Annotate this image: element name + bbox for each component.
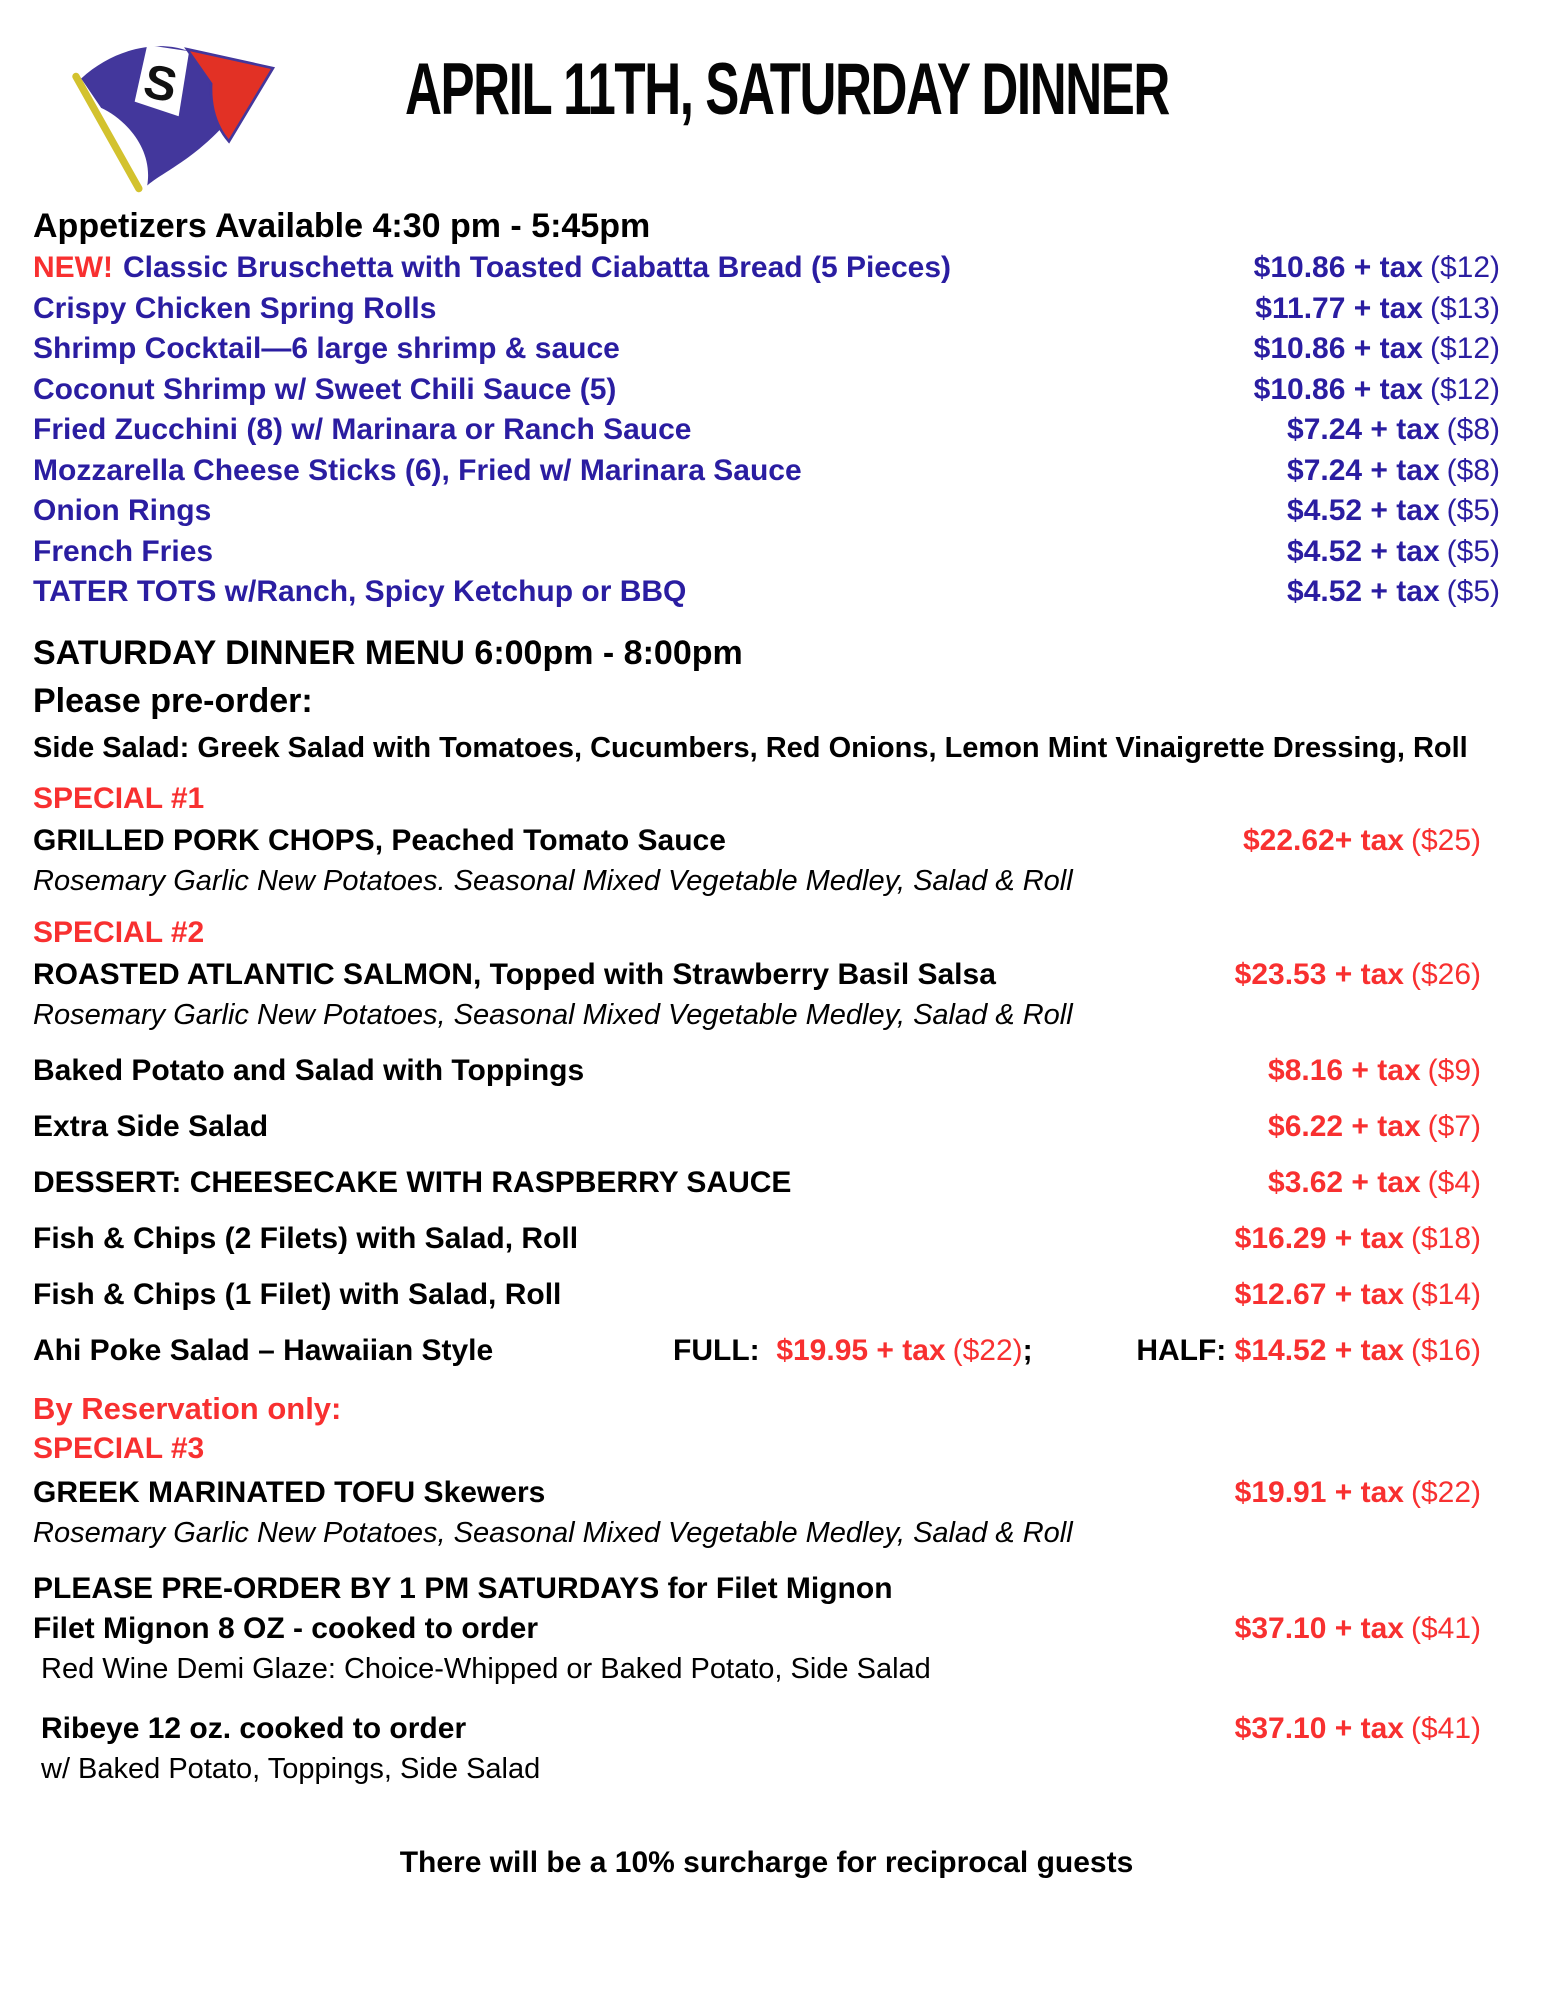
menu-item-row — [33, 1609, 1500, 1649]
specials-list — [33, 779, 1500, 1035]
item-price — [1254, 329, 1500, 370]
reservation-heading: By Reservation only: — [33, 1390, 342, 1426]
full-portion-price — [673, 1331, 1033, 1371]
item-name: Baked Potato and Salad with Toppings — [33, 1053, 585, 1087]
menu-item-row — [33, 451, 1500, 492]
flag-letter: S — [139, 53, 182, 114]
special-block — [33, 779, 1500, 901]
price-rounded: ($26) — [1410, 957, 1481, 991]
menu-item-row — [33, 1275, 1500, 1315]
menu-item-row — [33, 1163, 1500, 1203]
menu-item-row — [33, 491, 1500, 532]
special-label: SPECIAL #1 — [33, 781, 205, 815]
menu-item-row — [33, 410, 1500, 451]
menu-item-row — [33, 1219, 1500, 1259]
half-portion-price — [1136, 1331, 1500, 1371]
page-title: APRIL 11TH, SATURDAY DINNER — [405, 49, 1169, 130]
item-name: Fish & Chips (1 Filet) with Salad, Roll — [33, 1277, 562, 1311]
price-amount: $12.67 + tax — [1234, 1277, 1404, 1311]
item-description: Rosemary Garlic New Potatoes. Seasonal Mixed Vegetable Medley, Salad & Roll — [33, 864, 1073, 897]
menu-item-row — [33, 289, 1500, 330]
menu-item-row — [33, 532, 1500, 573]
price-rounded: ($22) — [1410, 1475, 1481, 1509]
item-description: w/ Baked Potato, Toppings, Side Salad — [41, 1752, 541, 1785]
item-name-text: Fried Zucchini (8) w/ Marinara or Ranch Sauce — [33, 413, 692, 446]
item-price — [1287, 572, 1500, 613]
item-name — [33, 370, 616, 411]
item-price — [1268, 1163, 1500, 1203]
full-label: FULL: — [673, 1333, 760, 1367]
price-rounded: ($41) — [1410, 1711, 1481, 1745]
price-amount: $3.62 + tax — [1268, 1165, 1421, 1199]
special-label: SPECIAL #2 — [33, 915, 205, 949]
price-rounded: ($12) — [1429, 332, 1500, 365]
surcharge-footer: There will be a 10% surcharge for reciprocal guests — [399, 1845, 1134, 1879]
price-amount: $16.29 + tax — [1234, 1221, 1404, 1255]
price-amount: $37.10 + tax — [1234, 1711, 1404, 1745]
menu-item-row — [33, 1709, 1500, 1749]
item-name: Filet Mignon 8 OZ - cooked to order — [33, 1611, 539, 1645]
item-name: Ribeye 12 oz. cooked to order — [41, 1711, 467, 1745]
item-name: GRILLED PORK CHOPS, Peached Tomato Sauce — [33, 823, 726, 857]
item-name — [33, 572, 686, 613]
mains-list — [33, 1051, 1500, 1315]
item-price — [1254, 370, 1500, 411]
price-separator: ; — [1022, 1333, 1033, 1367]
price-amount: $7.24 + tax — [1287, 453, 1440, 487]
item-name-text: Classic Bruschetta with Toasted Ciabatta Bread (5 Pieces) — [122, 251, 952, 284]
item-name: Extra Side Salad — [33, 1109, 269, 1143]
item-name-text: Coconut Shrimp w/ Sweet Chili Sauce (5) — [33, 372, 617, 406]
item-name: DESSERT: CHEESECAKE WITH RASPBERRY SAUCE — [33, 1165, 792, 1199]
price-rounded: ($8) — [1446, 453, 1500, 487]
preorder-note: Please pre-order: — [33, 681, 313, 720]
menu-item-row — [33, 1051, 1500, 1091]
price-rounded: ($41) — [1410, 1611, 1481, 1645]
half-label: HALF: — [1136, 1333, 1227, 1367]
price-rounded: ($12) — [1429, 251, 1500, 284]
item-name — [33, 289, 436, 330]
price-rounded: ($12) — [1429, 372, 1500, 406]
price-rounded: ($14) — [1410, 1277, 1481, 1311]
item-price — [1287, 532, 1500, 573]
price-amount: $8.16 + tax — [1268, 1053, 1421, 1087]
special-label: SPECIAL #3 — [33, 1431, 205, 1465]
special-block — [33, 913, 1500, 1035]
price-rounded: ($13) — [1429, 291, 1500, 325]
menu-item-row — [33, 955, 1500, 995]
price-amount: $4.52 + tax — [1287, 534, 1440, 568]
item-name — [33, 532, 213, 573]
price-rounded: ($8) — [1446, 413, 1500, 446]
appetizers-list — [33, 248, 1500, 613]
menu-item-row — [33, 329, 1500, 370]
item-name — [33, 329, 620, 370]
price-amount: $22.62+ tax — [1242, 823, 1404, 857]
price-rounded: ($5) — [1446, 534, 1500, 568]
price-amount: $14.52 + tax — [1234, 1333, 1404, 1367]
price-amount: $7.24 + tax — [1287, 413, 1440, 446]
price-rounded: ($9) — [1427, 1053, 1481, 1087]
item-name — [33, 248, 951, 289]
menu-item-row — [33, 1473, 1500, 1513]
price-rounded: ($5) — [1446, 494, 1500, 527]
menu-item-row — [33, 572, 1500, 613]
item-price — [1287, 491, 1500, 532]
price-rounded: ($25) — [1410, 823, 1481, 857]
item-name — [33, 410, 692, 451]
new-badge: NEW! — [33, 251, 113, 284]
item-price — [1235, 1709, 1500, 1749]
price-amount: $10.86 + tax — [1253, 372, 1423, 406]
item-name-text: Mozzarella Cheese Sticks (6), Fried w/ Marinara Sauce — [33, 453, 802, 487]
item-name-text: Onion Rings — [33, 494, 212, 527]
item-price — [1235, 955, 1500, 995]
item-price — [1268, 1051, 1500, 1091]
item-name: Ahi Poke Salad – Hawaiian Style — [33, 1333, 494, 1367]
item-price — [1235, 1473, 1500, 1513]
price-rounded: ($18) — [1410, 1221, 1481, 1255]
menu-item-row — [33, 370, 1500, 411]
side-salad-description: Side Salad: Greek Salad with Tomatoes, Cucumbers, Red Onions, Lemon Mint Vinaigrette Dressing, Roll — [33, 731, 1468, 764]
item-name-text: Crispy Chicken Spring Rolls — [33, 291, 437, 325]
price-amount: $10.86 + tax — [1253, 251, 1423, 284]
ahi-poke-row — [33, 1331, 1500, 1371]
menu-item-row — [33, 821, 1500, 861]
price-rounded: ($7) — [1427, 1109, 1481, 1143]
price-rounded: ($22) — [952, 1333, 1023, 1367]
appetizers-heading: Appetizers Available 4:30 pm - 5:45pm — [33, 207, 651, 245]
price-amount: $6.22 + tax — [1268, 1109, 1421, 1143]
price-amount: $4.52 + tax — [1287, 575, 1440, 608]
price-rounded: ($4) — [1427, 1165, 1481, 1199]
item-price — [1255, 289, 1500, 330]
menu-item-row — [33, 248, 1500, 289]
item-price — [1254, 248, 1500, 289]
price-amount: $11.77 + tax — [1255, 291, 1423, 325]
item-price — [1268, 1107, 1500, 1147]
item-name — [33, 451, 802, 492]
item-name — [33, 491, 211, 532]
price-amount: $37.10 + tax — [1234, 1611, 1404, 1645]
item-description: Rosemary Garlic New Potatoes, Seasonal Mixed Vegetable Medley, Salad & Roll — [33, 998, 1073, 1031]
item-price — [1287, 451, 1500, 492]
menu-header — [33, 0, 1500, 196]
price-amount: $4.52 + tax — [1287, 494, 1440, 527]
item-name: Fish & Chips (2 Filets) with Salad, Roll — [33, 1221, 579, 1255]
dinner-menu-heading: SATURDAY DINNER MENU 6:00pm - 8:00pm — [33, 633, 743, 672]
item-name: GREEK MARINATED TOFU Skewers — [33, 1475, 546, 1509]
yacht-club-burgee-logo — [55, 26, 317, 194]
item-name-text: French Fries — [33, 534, 214, 568]
item-name: ROASTED ATLANTIC SALMON, Topped with Strawberry Basil Salsa — [33, 957, 996, 991]
price-amount: $23.53 + tax — [1234, 957, 1404, 991]
item-name-text: TATER TOTS w/Ranch, Spicy Ketchup or BBQ — [33, 575, 687, 608]
item-description: Red Wine Demi Glaze: Choice-Whipped or Baked Potato, Side Salad — [41, 1652, 931, 1685]
price-rounded: ($16) — [1410, 1333, 1481, 1367]
item-price — [1287, 410, 1500, 451]
item-description: Rosemary Garlic New Potatoes, Seasonal Mixed Vegetable Medley, Salad & Roll — [33, 1516, 1073, 1549]
item-price — [1235, 1219, 1500, 1259]
price-amount: $19.91 + tax — [1234, 1475, 1404, 1509]
item-price — [1243, 821, 1500, 861]
price-amount: $19.95 + tax — [776, 1333, 946, 1367]
filet-preorder-notice: PLEASE PRE-ORDER BY 1 PM SATURDAYS for Filet Mignon — [33, 1571, 893, 1605]
price-amount: $10.86 + tax — [1253, 332, 1423, 365]
item-price — [1235, 1609, 1500, 1649]
item-price — [1235, 1275, 1500, 1315]
menu-item-row — [33, 1107, 1500, 1147]
price-rounded: ($5) — [1446, 575, 1500, 608]
item-name-text: Shrimp Cocktail—6 large shrimp & sauce — [33, 332, 620, 365]
